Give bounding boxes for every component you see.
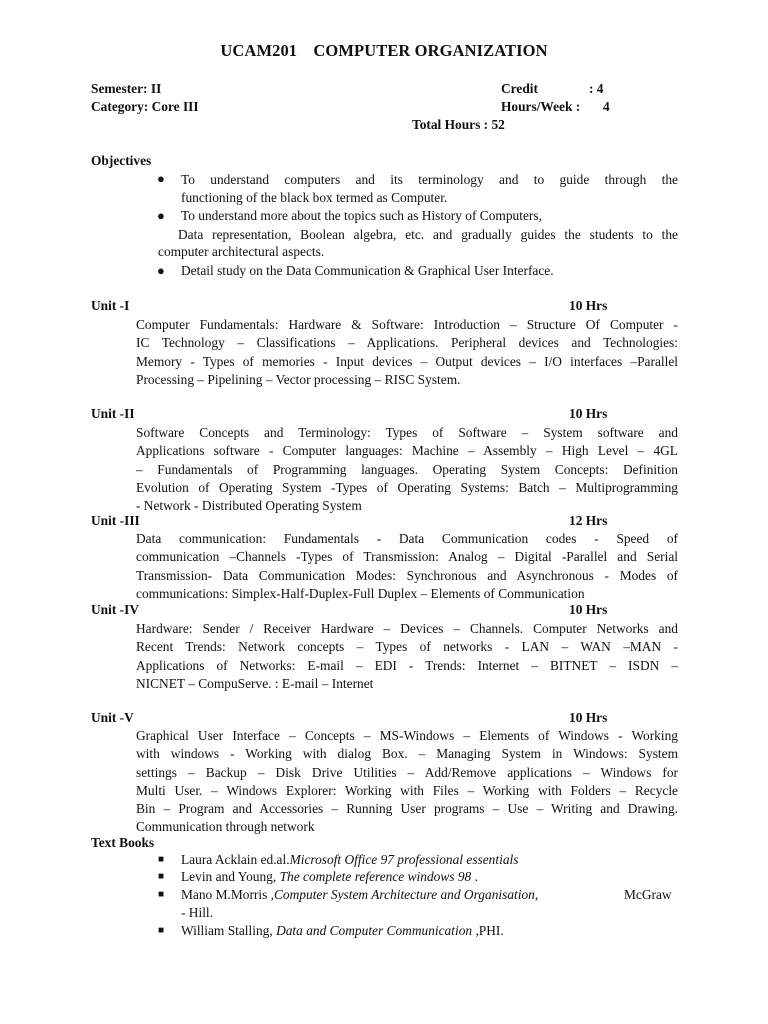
unit-title: Unit -V — [91, 710, 134, 725]
objectives-heading: Objectives — [91, 153, 152, 168]
unit-hours: 12 Hrs — [569, 513, 608, 528]
unit-body: Software Concepts and Terminology: Types of Software – System software and Applications software - Computer languages: Machine – Assembly – High Level – 4GL – Fundamentals of Programming languages. Operating System Concepts: Definition Evolution of Operating System -Types of Operating Systems: Batch – Multiprogramming - Network - Distributed Operating System — [136, 425, 678, 514]
credit-value: : 4 — [589, 81, 604, 96]
objective-item: To understand more about the topics such as History of Computers, — [181, 208, 542, 223]
credit-label: Credit — [501, 81, 538, 96]
unit-title: Unit -I — [91, 298, 130, 313]
square-bullet-icon: ■ — [158, 925, 165, 936]
unit-body: Computer Fundamentals: Hardware & Software: Introduction – Structure Of Computer - IC Technology – Classifications – Applications. Peripheral devices and Technologies: Memory - Types of memories - Input devices – Output devices – I/O interfaces –Parallel Processing – Pipelining – Vector processing – RISC System. — [136, 317, 678, 387]
unit-hours: 10 Hrs — [569, 406, 608, 421]
unit-body: Hardware: Sender / Receiver Hardware – Devices – Channels. Computer Networks and Recent Trends: Network concepts – Types of networks - LAN – WAN –MAN - Applications of Networks: E-mail – EDI - Trends: Internet – BITNET – ISDN – NICNET – CompuServe. : E-mail – Internet — [136, 621, 678, 691]
textbook-item: Mano M.Morris ,Computer System Architecture and Organisation, — [181, 887, 539, 902]
hours-week-value: 4 — [603, 99, 610, 114]
unit-body: Data communication: Fundamentals - Data Communication codes - Speed of communication –Channels -Types of Transmission: Analog – Digital -Parallel and Serial Transmission- Data Communication Modes: Synchronous and Asynchronous - Modes of communications: Simplex-Half-Duplex-Full Duplex – Elements of Communication — [136, 531, 678, 601]
textbook-item: William Stalling, Data and Computer Communication ,PHI. — [181, 923, 504, 938]
unit-title: Unit -III — [91, 513, 140, 528]
unit-hours: 10 Hrs — [569, 298, 608, 313]
objective-continuation: computer architectural aspects. — [158, 244, 325, 259]
page-title — [0, 41, 768, 61]
hours-week-label: Hours/Week : — [501, 99, 581, 114]
unit-title: Unit -II — [91, 406, 135, 421]
textbooks-heading: Text Books — [91, 835, 155, 850]
objective-line: functioning of the black box termed as Computer. — [181, 190, 448, 206]
square-bullet-icon: ■ — [158, 854, 165, 865]
course-title: COMPUTER ORGANIZATION — [313, 41, 548, 60]
textbook-item: Laura Acklain ed.al.Microsoft Office 97 professional essentials — [181, 852, 519, 867]
textbook-publisher: McGraw — [624, 887, 672, 902]
unit-title: Unit -IV — [91, 602, 139, 617]
objective-line: To understand computers and its terminology and to guide through the — [181, 172, 678, 187]
square-bullet-icon: ■ — [158, 871, 165, 882]
unit-body: Graphical User Interface – Concepts – MS-Windows – Elements of Windows - Working with windows - Working with dialog Box. – Managing System in Windows: System settings – Backup – Disk Drive Utilities – Add/Remove applications – Windows for Multi User. – Windows Explorer: Working with Files – Working with Folders – Recycle Bin – Program and Accessories – Running User programs – Use – Writing and Drawing. Communication through network — [136, 728, 678, 835]
unit-hours: 10 Hrs — [569, 710, 608, 725]
objective-continuation: Data representation, Boolean algebra, etc. and gradually guides the students to the — [178, 227, 678, 242]
semester-label: Semester: II — [91, 81, 162, 96]
square-bullet-icon: ■ — [158, 889, 165, 900]
total-hours: Total Hours : 52 — [412, 117, 505, 132]
unit-hours: 10 Hrs — [569, 602, 608, 617]
textbook-publisher-cont: - Hill. — [181, 905, 213, 920]
objective-item: Detail study on the Data Communication & Graphical User Interface. — [181, 263, 554, 278]
course-code: UCAM201 — [220, 41, 298, 60]
bullet-icon: ● — [157, 263, 165, 278]
textbook-item: Levin and Young, The complete reference windows 98 . — [181, 869, 478, 884]
bullet-icon: ● — [157, 171, 165, 186]
objective-item — [181, 171, 678, 208]
category-label: Category: Core III — [91, 99, 199, 114]
bullet-icon: ● — [157, 208, 165, 223]
